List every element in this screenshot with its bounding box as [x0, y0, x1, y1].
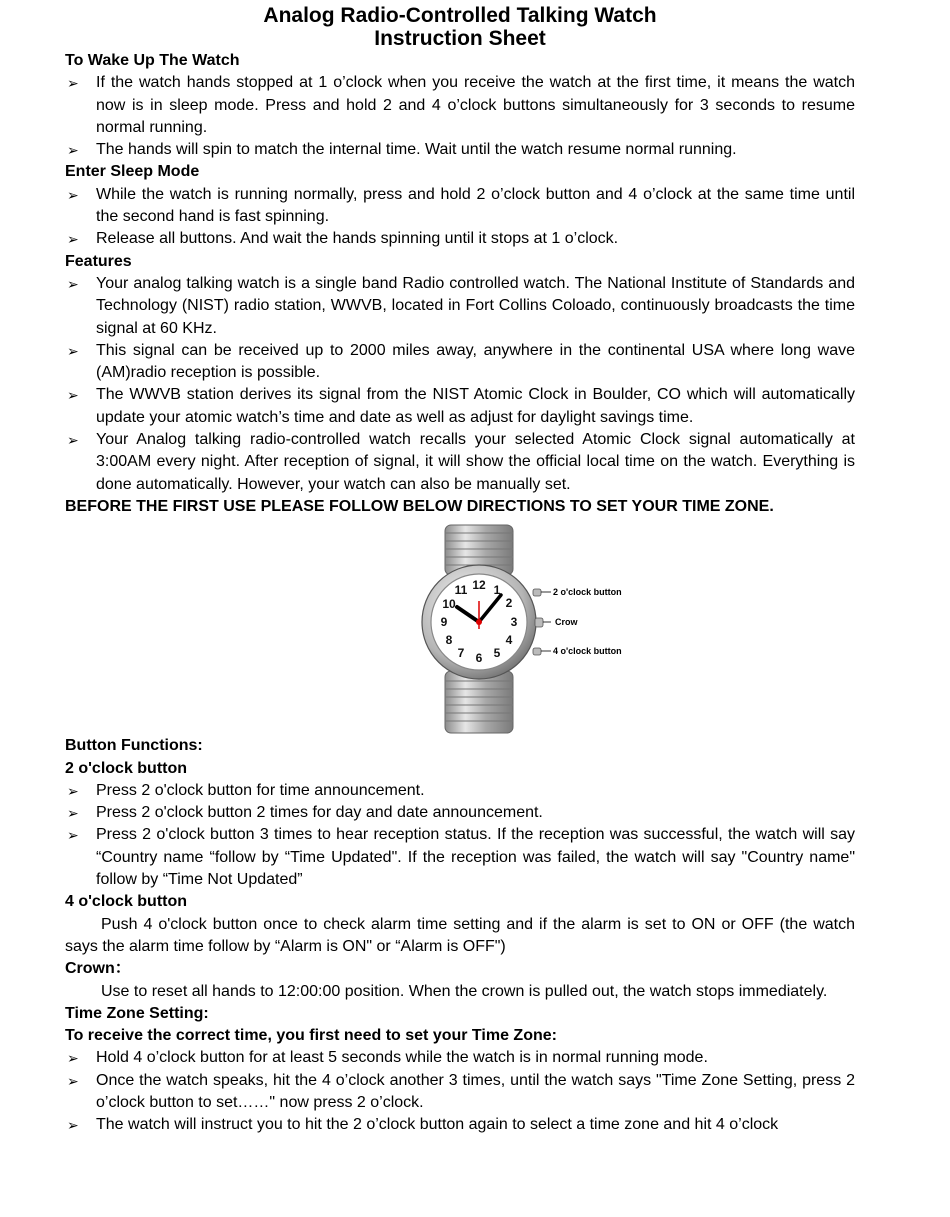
- arrow-bullet-icon: ➢: [67, 432, 79, 449]
- features-list: [65, 273, 855, 496]
- watch-figure-area: [65, 523, 855, 735]
- arrow-bullet-icon: ➢: [67, 1050, 79, 1067]
- arrow-bullet-icon: ➢: [67, 275, 79, 292]
- wake-heading: To Wake Up The Watch: [65, 52, 240, 69]
- list-item: ➢ Press 2 o'clock button 2 times for day and date announcement.: [65, 802, 855, 824]
- list-item: ➢ This signal can be received up to 2000 miles away, anywhere in the continental USA where long wave (AM)radio reception is possible.: [67, 341, 855, 382]
- dial-number: 11: [454, 583, 468, 598]
- dial-number: 3: [510, 615, 518, 630]
- list-item: ➢ Your Analog talking radio-controlled watch recalls your selected Atomic Clock signal automatically at 3:00AM every night. After reception of signal, it will show the official local time on the watch. Everything is done automatically. However, your watch can also be manually set.: [67, 431, 855, 493]
- arrow-bullet-icon: ➢: [67, 805, 79, 822]
- arrow-bullet-icon: ➢: [67, 75, 79, 92]
- sleep-list: [65, 184, 855, 251]
- sleep-heading: Enter Sleep Mode: [65, 163, 200, 181]
- dial-number: 2: [505, 596, 513, 611]
- dial-number: 6: [475, 651, 483, 666]
- arrow-bullet-icon: ➢: [67, 1117, 79, 1134]
- four-oclock-callout: 4 o'clock button: [553, 646, 622, 657]
- four-oclock-button-shape: [533, 648, 541, 655]
- dial-number: 1: [493, 583, 501, 598]
- list-item: ➢ Hold 4 o’clock button for at least 5 seconds while the watch is in normal running mode.: [65, 1047, 855, 1069]
- arrow-bullet-icon: ➢: [67, 186, 79, 203]
- two-oclock-heading: 2 o'clock button: [65, 759, 188, 777]
- dial-number: 5: [493, 646, 501, 661]
- list-item: ➢ If the watch hands stopped at 1 o’clock when you receive the watch at the first time, it means the watch now is in sleep mode. Press and hold 2 and 4 o’clock buttons simultaneously for 3 seconds to resume normal running.: [67, 74, 855, 136]
- time-zone-subheading: To receive the correct time, you first need to set your Time Zone:: [65, 1027, 557, 1045]
- dial-number: 10: [442, 597, 456, 612]
- dial-number: 4: [505, 633, 513, 648]
- two-oclock-list: [65, 780, 855, 891]
- dial-number: 9: [440, 615, 448, 630]
- dial-number: 12: [472, 578, 486, 593]
- four-oclock-text: Push 4 o'clock button once to check alarm time setting and if the alarm is set to ON or OFF (the watch says the alarm time follow by “Alarm is ON" or “Alarm is OFF"): [65, 915, 855, 955]
- before-first-use-notice: BEFORE THE FIRST USE PLEASE FOLLOW BELOW DIRECTIONS TO SET YOUR TIME ZONE.: [65, 497, 774, 515]
- crown-heading: Crown：: [65, 960, 131, 978]
- crown-text: Use to reset all hands to 12:00:00 position. When the crown is pulled out, the watch stops immediately.: [101, 982, 828, 1000]
- button-functions-heading: Button Functions:: [65, 737, 203, 755]
- arrow-bullet-icon: ➢: [67, 231, 79, 248]
- instruction-sheet: [65, 4, 855, 1137]
- watch-illustration: [417, 523, 622, 735]
- list-item: ➢ The hands will spin to match the internal time. Wait until the watch resume normal running.: [65, 139, 855, 161]
- features-heading: Features: [65, 252, 132, 270]
- crown-shape: [535, 618, 543, 627]
- arrow-bullet-icon: ➢: [67, 827, 79, 844]
- time-zone-heading: Time Zone Setting:: [65, 1004, 209, 1022]
- two-oclock-button-shape: [533, 589, 541, 596]
- crown-callout: Crow: [555, 617, 578, 628]
- list-item: ➢ Release all buttons. And wait the hands spinning until it stops at 1 o’clock.: [65, 228, 855, 250]
- arrow-bullet-icon: ➢: [67, 387, 79, 404]
- dial-number: 8: [445, 633, 453, 648]
- dial-number: 7: [457, 646, 465, 661]
- list-item: ➢ While the watch is running normally, press and hold 2 o’clock button and 4 o’clock at the same time until the second hand is fast spinning.: [67, 185, 855, 226]
- arrow-bullet-icon: ➢: [67, 1072, 79, 1089]
- arrow-bullet-icon: ➢: [67, 142, 79, 159]
- arrow-bullet-icon: ➢: [67, 782, 79, 799]
- list-item: ➢ Your analog talking watch is a single band Radio controlled watch. The National Institute of Standards and Technology (NIST) radio station, WWVB, located in Fort Collins Coloado, continuously broadcasts the time signal at 60 KHz.: [67, 274, 855, 337]
- arrow-bullet-icon: ➢: [67, 342, 79, 359]
- title-line-1: Analog Radio-Controlled Talking Watch: [263, 4, 657, 27]
- list-item: ➢ The WWVB station derives its signal from the NIST Atomic Clock in Boulder, CO which will automatically update your atomic watch’s time and date as well as adjust for daylight savings time.: [67, 386, 855, 426]
- list-item: ➢ Press 2 o'clock button 3 times to hear reception status. If the reception was successful, the watch will say “Country name “follow by “Time Updated". If the reception was failed, the watch will say "Country name" follow by “Time Not Updated”: [67, 826, 855, 889]
- hand-pivot: [476, 619, 482, 625]
- wake-list: [65, 72, 855, 161]
- title-line-2: Instruction Sheet: [374, 27, 546, 50]
- four-oclock-heading: 4 o'clock button: [65, 893, 188, 911]
- time-zone-list: [65, 1047, 855, 1136]
- watch-band-bottom: [445, 671, 513, 733]
- list-item: ➢ The watch will instruct you to hit the 2 o’clock button again to select a time zone and hit 4 o’clock: [65, 1114, 855, 1136]
- list-item: ➢ Press 2 o'clock button for time announcement.: [65, 780, 855, 802]
- list-item: ➢ Once the watch speaks, hit the 4 o’clock another 3 times, until the watch says "Time Zone Setting, press 2 o’clock button to set……" now press 2 o’clock.: [67, 1071, 855, 1111]
- two-oclock-callout: 2 o'clock button: [553, 587, 622, 598]
